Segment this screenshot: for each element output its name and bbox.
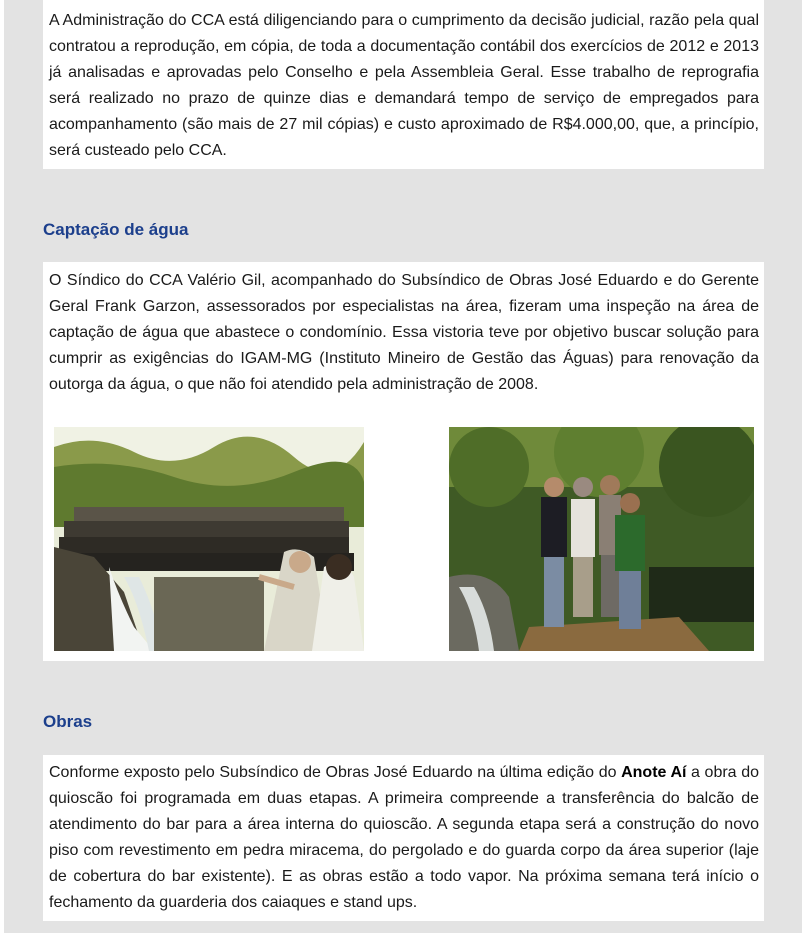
- obras-paragraph-text-1: Conforme exposto pelo Subsíndico de Obras José Eduardo na última edição do: [49, 764, 622, 781]
- captacao-paragraph: O Síndico do CCA Valério Gil, acompanhado do Subsíndico de Obras José Eduardo e do Gerente Geral Frank Garzon, assessorados por especialistas na área, fizeram uma inspeção na área de captação de água que abastece o condomínio. Essa vistoria teve por objetivo buscar solução para cumprir as exigências do IGAM-MG (Instituto Mineiro de Gestão das Águas) para renovação da outorga da água, o que não foi atendido pela administração de 2008.: [49, 272, 759, 393]
- group-photo: [449, 427, 754, 651]
- obras-paragraph-text-2: a obra do quioscão foi programada em duas etapas. A primeira compreende a transferência do balcão de atendimento do bar para a área interna do quioscão. A segunda etapa será a construção do novo piso com revestimento em pedra miracema, do pergolado e do guarda corpo da área superior (laje de cobertura do bar existente). E as obras estão a todo vapor. Na próxima semana terá início o fechamento da guarderia dos caiaques e stand ups.: [49, 764, 759, 911]
- obras-paragraph: [49, 760, 759, 916]
- obras-heading: Obras: [43, 712, 93, 731]
- anote-ai-bold: Anote Aí: [621, 764, 687, 781]
- captacao-heading: Captação de água: [43, 220, 189, 239]
- waterfall-inspection-photo: [54, 427, 364, 651]
- intro-paragraph: A Administração do CCA está diligenciando para o cumprimento da decisão judicial, razão pela qual contratou a reprodução, em cópia, de toda a documentação contábil dos exercícios de 2012 e 2013 já analisadas e aprovadas pelo Conselho e pela Assembleia Geral. Esse trabalho de reprografia será realizado no prazo de quinze dias e demandará tempo de serviço de empregados para acompanhamento (são mais de 27 mil cópias) e custo aproximado de R$4.000,00, que, a princípio, será custeado pelo CCA.: [49, 12, 759, 159]
